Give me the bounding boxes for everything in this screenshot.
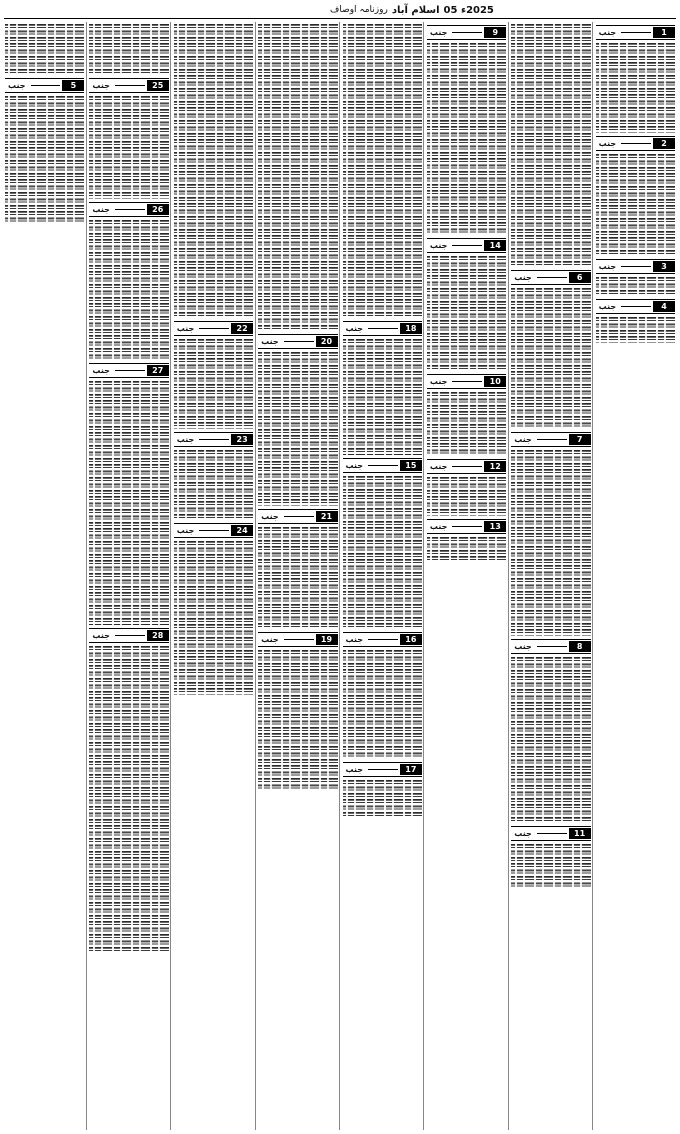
question-label: جنب — [598, 28, 617, 37]
answer-text-block — [5, 24, 84, 75]
question-label: جنب — [8, 81, 26, 91]
question-header — [427, 374, 506, 389]
issue-date: 2025ء 05 — [443, 4, 494, 16]
answer-text-block — [427, 537, 506, 563]
answer-text-block — [511, 657, 590, 823]
answer-text-block — [174, 450, 253, 520]
answer-text-block — [596, 277, 675, 296]
question-number: 6 — [569, 272, 591, 283]
question-label: جنب — [92, 81, 110, 91]
answer-text-block — [343, 476, 422, 630]
column-separator — [592, 22, 593, 1130]
answer-text-block — [427, 43, 506, 235]
header-rule — [115, 370, 145, 371]
question-number: 10 — [484, 376, 506, 387]
answer-text-block — [343, 339, 422, 454]
question-label: جنب — [514, 434, 532, 444]
question-number: 27 — [147, 365, 169, 376]
question-label: جنب — [176, 324, 195, 334]
question-header — [5, 78, 84, 93]
question-label: جنب — [261, 337, 279, 347]
answer-text-block — [596, 43, 675, 133]
header-rule — [284, 341, 314, 342]
question-number: 23 — [231, 434, 253, 445]
column-3 — [426, 22, 507, 1130]
question-number: 15 — [400, 460, 422, 471]
answer-text-block — [427, 256, 506, 371]
question-number: 4 — [653, 301, 675, 312]
answer-text-block — [511, 844, 590, 889]
question-header — [511, 270, 590, 285]
header-rule — [199, 328, 229, 329]
question-number: 24 — [231, 525, 253, 536]
header-rule — [199, 439, 229, 440]
question-label: جنب — [514, 828, 532, 838]
question-header — [89, 363, 168, 378]
question-header — [89, 78, 168, 93]
question-label: جنب — [345, 460, 363, 470]
question-label: جنب — [429, 462, 448, 472]
question-number: 28 — [147, 630, 169, 641]
question-header — [596, 299, 675, 314]
question-label: جنب — [345, 635, 363, 645]
answer-text-block — [343, 24, 422, 318]
answer-text-block — [596, 154, 675, 256]
header-rule — [452, 466, 482, 467]
header-rule — [452, 526, 482, 527]
answer-text-block — [89, 96, 168, 198]
question-number: 21 — [316, 511, 338, 522]
column-2 — [510, 22, 591, 1130]
question-header — [343, 762, 422, 777]
question-number: 2 — [653, 138, 675, 149]
question-number: 17 — [400, 764, 422, 775]
header-rule — [115, 209, 145, 210]
question-number: 7 — [569, 434, 591, 445]
answer-text-block — [258, 24, 337, 331]
question-header — [343, 458, 422, 473]
answer-text-block — [258, 527, 337, 629]
header-rule — [621, 143, 651, 144]
answer-text-block — [89, 381, 168, 624]
question-label: جنب — [261, 511, 279, 521]
question-header — [427, 519, 506, 534]
issue-city: اسلام آباد — [391, 4, 440, 16]
question-header — [174, 321, 253, 336]
question-number: 8 — [569, 641, 591, 652]
question-label: جنب — [176, 526, 195, 536]
answer-text-block — [89, 24, 168, 75]
header-rule — [284, 639, 314, 640]
question-label: جنب — [92, 204, 110, 214]
header-rule — [368, 639, 398, 640]
question-label: جنب — [429, 521, 448, 531]
question-header — [258, 334, 337, 349]
header-rule — [368, 328, 398, 329]
header-rule — [537, 439, 567, 440]
question-label: جنب — [514, 641, 532, 651]
question-header — [427, 25, 506, 40]
answer-text-block — [511, 288, 590, 429]
header-rule — [621, 266, 651, 267]
question-header — [89, 628, 168, 643]
column-separator — [423, 22, 424, 1130]
question-label: جنب — [261, 635, 279, 645]
question-header — [511, 826, 590, 841]
question-header — [258, 632, 337, 647]
header-rule — [621, 32, 651, 33]
masthead-rule — [4, 18, 676, 19]
column-1 — [595, 22, 676, 1130]
header-rule — [115, 635, 145, 636]
question-header — [596, 259, 675, 274]
answer-text-block — [174, 339, 253, 429]
question-header — [596, 25, 675, 40]
answer-text-block — [343, 650, 422, 759]
header-rule — [368, 465, 398, 466]
question-number: 14 — [484, 240, 506, 251]
question-label: جنب — [92, 366, 110, 376]
question-number: 22 — [231, 323, 253, 334]
answer-text-block — [596, 317, 675, 343]
question-label: جنب — [598, 302, 617, 312]
answer-text-block — [511, 24, 590, 267]
header-rule — [115, 85, 145, 86]
question-label: جنب — [176, 434, 195, 444]
answer-text-block — [258, 650, 337, 791]
column-separator — [170, 22, 171, 1130]
answer-text-block — [89, 220, 168, 361]
question-number: 18 — [400, 323, 422, 334]
answer-text-block — [427, 392, 506, 456]
question-header — [511, 432, 590, 447]
answer-text-block — [89, 646, 168, 953]
question-label: جنب — [92, 630, 110, 640]
column-separator — [255, 22, 256, 1130]
header-rule — [537, 277, 567, 278]
question-number: 9 — [484, 27, 506, 38]
answer-text-block — [174, 541, 253, 695]
question-header — [174, 432, 253, 447]
question-label: جنب — [429, 377, 448, 387]
question-label: جنب — [429, 241, 448, 250]
header-rule — [537, 646, 567, 647]
answer-text-block — [511, 450, 590, 636]
question-number: 5 — [62, 80, 84, 91]
question-number: 1 — [653, 27, 675, 38]
question-header — [258, 509, 337, 524]
question-label: جنب — [429, 28, 448, 37]
question-number: 26 — [147, 204, 169, 215]
question-label: جنب — [345, 324, 363, 334]
header-rule — [31, 85, 61, 86]
question-header — [343, 632, 422, 647]
question-label: جنب — [598, 261, 617, 271]
answer-text-block — [174, 24, 253, 318]
masthead — [330, 4, 670, 16]
question-number: 13 — [484, 521, 506, 532]
question-header — [89, 202, 168, 217]
column-separator — [508, 22, 509, 1130]
column-4 — [342, 22, 423, 1130]
question-label: جنب — [598, 138, 617, 148]
header-rule — [199, 530, 229, 531]
column-5 — [257, 22, 338, 1130]
question-header — [511, 639, 590, 654]
header-rule — [368, 769, 398, 770]
question-header — [343, 321, 422, 336]
header-rule — [284, 516, 314, 517]
column-separator — [339, 22, 340, 1130]
answer-text-block — [343, 780, 422, 818]
column-6 — [173, 22, 254, 1130]
question-number: 16 — [400, 634, 422, 645]
column-7 — [88, 22, 169, 1130]
question-label: جنب — [514, 273, 532, 283]
question-number: 19 — [316, 634, 338, 645]
column-separator — [86, 22, 87, 1130]
question-number: 20 — [316, 336, 338, 347]
answer-text-block — [258, 352, 337, 506]
question-number: 12 — [484, 461, 506, 472]
header-rule — [537, 833, 567, 834]
question-label: جنب — [345, 764, 363, 774]
answer-text-block — [427, 477, 506, 515]
question-header — [427, 238, 506, 253]
question-number: 3 — [653, 261, 675, 272]
paper-name: روزنامہ اوصاف — [330, 5, 388, 15]
question-number: 25 — [147, 80, 169, 91]
question-header — [596, 136, 675, 151]
question-header — [174, 523, 253, 538]
header-rule — [452, 245, 482, 246]
answer-text-block — [5, 96, 84, 224]
header-rule — [452, 32, 482, 33]
question-header — [427, 459, 506, 474]
column-8 — [4, 22, 85, 1130]
header-rule — [621, 306, 651, 307]
question-number: 11 — [569, 828, 591, 839]
header-rule — [452, 381, 482, 382]
